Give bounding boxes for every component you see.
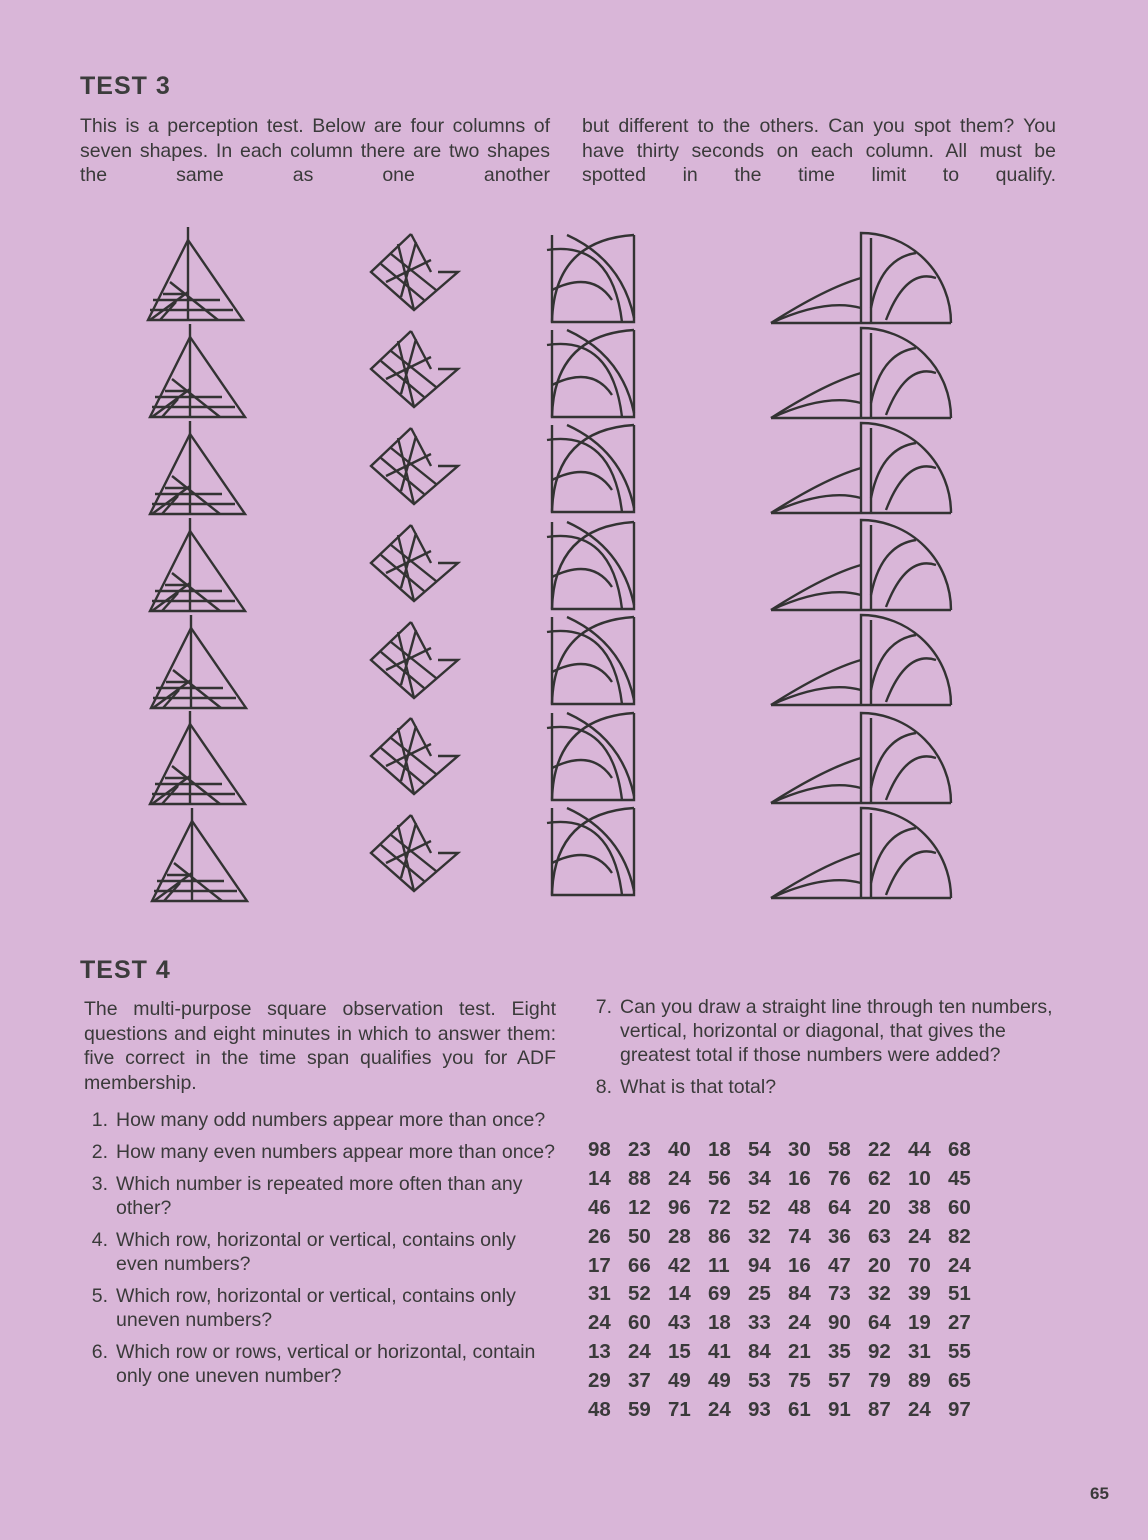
grid-cell: 88 xyxy=(628,1167,651,1191)
grid-cell: 49 xyxy=(708,1368,731,1392)
grid-cell: 13 xyxy=(588,1339,611,1363)
shape-b5 xyxy=(371,622,458,698)
grid-cell: 44 xyxy=(908,1138,931,1162)
question-text: Which number is repeated more often than any other? xyxy=(116,1173,523,1219)
grid-cell: 56 xyxy=(708,1167,731,1191)
shape-b1 xyxy=(371,234,458,310)
number-grid xyxy=(588,1136,988,1424)
grid-cell: 33 xyxy=(748,1311,771,1335)
grid-cell: 48 xyxy=(788,1195,811,1219)
grid-row xyxy=(588,1366,988,1395)
grid-cell: 24 xyxy=(788,1311,811,1335)
grid-cell: 84 xyxy=(788,1282,811,1306)
grid-cell: 91 xyxy=(828,1397,851,1421)
questions-right xyxy=(584,995,1060,1107)
grid-cell: 46 xyxy=(588,1195,611,1219)
grid-cell: 31 xyxy=(908,1339,931,1363)
grid-row xyxy=(588,1222,988,1251)
grid-cell: 63 xyxy=(868,1224,891,1248)
shape-columns xyxy=(0,225,1148,915)
shape-d5 xyxy=(771,615,951,705)
test4-intro: The multi-purpose square observation test. Eight questions and eight minutes in which to answer them: five correct in the time span qualifies you for ADF membership. xyxy=(84,998,556,1094)
grid-cell: 57 xyxy=(828,1368,851,1392)
grid-cell: 21 xyxy=(788,1339,811,1363)
grid-cell: 69 xyxy=(708,1282,731,1306)
grid-cell: 65 xyxy=(948,1368,971,1392)
shape-d7 xyxy=(771,808,951,898)
grid-cell: 29 xyxy=(588,1368,611,1392)
shape-a4 xyxy=(150,518,245,611)
grid-cell: 11 xyxy=(708,1253,730,1277)
grid-cell: 89 xyxy=(908,1368,931,1392)
question-number: 4. xyxy=(91,1229,108,1251)
grid-cell: 58 xyxy=(828,1138,851,1162)
grid-cell: 59 xyxy=(628,1397,651,1421)
grid-cell: 20 xyxy=(868,1253,891,1277)
questions-left xyxy=(80,1108,556,1396)
grid-row xyxy=(588,1395,988,1424)
question-number: 8. xyxy=(595,1076,612,1098)
grid-cell: 14 xyxy=(668,1282,691,1306)
column-1-triangles xyxy=(148,227,247,901)
grid-cell: 60 xyxy=(948,1195,971,1219)
grid-cell: 97 xyxy=(948,1397,971,1421)
grid-cell: 93 xyxy=(748,1397,771,1421)
grid-cell: 25 xyxy=(748,1282,771,1306)
shape-d1 xyxy=(771,233,951,323)
question-number: 6. xyxy=(91,1341,108,1363)
grid-cell: 26 xyxy=(588,1224,611,1248)
grid-cell: 24 xyxy=(668,1167,691,1191)
shape-c5 xyxy=(547,617,634,704)
grid-cell: 16 xyxy=(788,1167,811,1191)
grid-cell: 45 xyxy=(948,1167,971,1191)
grid-cell: 10 xyxy=(908,1167,931,1191)
shape-b2 xyxy=(371,331,458,407)
shape-c3 xyxy=(547,425,634,512)
grid-cell: 16 xyxy=(788,1253,811,1277)
grid-row xyxy=(588,1280,988,1309)
question-number: 2. xyxy=(91,1141,108,1163)
column-4-quarter-fans xyxy=(771,233,951,898)
grid-cell: 96 xyxy=(668,1195,691,1219)
grid-cell: 87 xyxy=(868,1397,891,1421)
grid-cell: 60 xyxy=(628,1311,651,1335)
grid-cell: 24 xyxy=(628,1339,651,1363)
question-text: How many odd numbers appear more than once? xyxy=(116,1109,546,1131)
shape-d6 xyxy=(771,713,951,803)
grid-cell: 30 xyxy=(788,1138,811,1162)
grid-cell: 51 xyxy=(948,1282,971,1306)
question-text: What is that total? xyxy=(620,1076,777,1098)
shape-a5 xyxy=(151,615,246,708)
test4-heading: TEST 4 xyxy=(80,956,171,984)
grid-cell: 98 xyxy=(588,1138,611,1162)
grid-cell: 22 xyxy=(868,1138,891,1162)
question-text: Can you draw a straight line through ten numbers, vertical, horizontal or diagonal, that gives the greatest total if those numbers were added? xyxy=(620,996,1053,1066)
grid-row xyxy=(588,1338,988,1367)
question-item xyxy=(584,1075,1060,1099)
grid-cell: 47 xyxy=(828,1253,851,1277)
grid-row xyxy=(588,1309,988,1338)
grid-cell: 70 xyxy=(908,1253,931,1277)
shape-c1 xyxy=(547,235,634,322)
question-item xyxy=(80,1340,556,1388)
grid-cell: 86 xyxy=(708,1224,731,1248)
shape-b3 xyxy=(371,428,458,504)
grid-cell: 27 xyxy=(948,1311,971,1335)
shape-d4 xyxy=(771,520,951,610)
grid-cell: 92 xyxy=(868,1339,891,1363)
question-item xyxy=(80,1108,556,1132)
question-number: 7. xyxy=(595,996,612,1018)
question-item xyxy=(80,1284,556,1332)
shape-c6 xyxy=(547,713,634,800)
grid-row xyxy=(588,1165,988,1194)
grid-cell: 66 xyxy=(628,1253,651,1277)
grid-cell: 74 xyxy=(788,1224,811,1248)
question-item xyxy=(80,1172,556,1220)
grid-cell: 76 xyxy=(828,1167,851,1191)
grid-cell: 24 xyxy=(908,1224,931,1248)
grid-cell: 71 xyxy=(668,1397,691,1421)
question-number: 3. xyxy=(91,1173,108,1195)
column-2-diamonds xyxy=(371,234,458,891)
grid-cell: 24 xyxy=(588,1311,611,1335)
grid-row xyxy=(588,1136,988,1165)
shape-b7 xyxy=(371,815,458,891)
grid-cell: 68 xyxy=(948,1138,971,1162)
grid-cell: 75 xyxy=(788,1368,811,1392)
question-text: Which row or rows, vertical or horizontal, contain only one uneven number? xyxy=(116,1341,536,1387)
grid-row xyxy=(588,1251,988,1280)
grid-cell: 43 xyxy=(668,1311,691,1335)
question-text: Which row, horizontal or vertical, contains only even numbers? xyxy=(116,1229,516,1275)
grid-cell: 82 xyxy=(948,1224,971,1248)
shape-c7 xyxy=(547,808,634,895)
grid-cell: 73 xyxy=(828,1282,851,1306)
shape-d2 xyxy=(771,328,951,418)
grid-cell: 19 xyxy=(908,1311,931,1335)
grid-cell: 18 xyxy=(708,1311,731,1335)
shape-b4 xyxy=(371,525,458,601)
grid-cell: 52 xyxy=(628,1282,651,1306)
column-3-arc-squares xyxy=(547,235,634,895)
shape-b6 xyxy=(371,718,458,794)
grid-cell: 79 xyxy=(868,1368,891,1392)
grid-cell: 50 xyxy=(628,1224,651,1248)
grid-cell: 20 xyxy=(868,1195,891,1219)
grid-cell: 34 xyxy=(748,1167,771,1191)
question-item xyxy=(80,1140,556,1164)
grid-cell: 15 xyxy=(668,1339,691,1363)
shape-a1 xyxy=(148,227,243,320)
grid-cell: 18 xyxy=(708,1138,731,1162)
grid-cell: 49 xyxy=(668,1368,691,1392)
grid-row xyxy=(588,1194,988,1223)
grid-cell: 41 xyxy=(708,1339,731,1363)
question-text: Which row, horizontal or vertical, contains only uneven numbers? xyxy=(116,1285,516,1331)
shape-c2 xyxy=(547,330,634,417)
grid-cell: 42 xyxy=(668,1253,691,1277)
grid-cell: 61 xyxy=(788,1397,811,1421)
test3-intro-right: but different to the others. Can you spot them? You have thirty seconds on each column. All must be spotted in the time limit to qualify. xyxy=(582,115,1056,186)
grid-cell: 28 xyxy=(668,1224,691,1248)
grid-cell: 64 xyxy=(868,1311,891,1335)
grid-cell: 17 xyxy=(588,1253,611,1277)
question-item xyxy=(584,995,1060,1067)
shape-a6 xyxy=(150,711,245,804)
grid-cell: 24 xyxy=(948,1253,971,1277)
question-item xyxy=(80,1228,556,1276)
grid-cell: 40 xyxy=(668,1138,691,1162)
question-number: 5. xyxy=(91,1285,108,1307)
grid-cell: 94 xyxy=(748,1253,771,1277)
grid-cell: 72 xyxy=(708,1195,731,1219)
grid-cell: 64 xyxy=(828,1195,851,1219)
shape-d3 xyxy=(771,423,951,513)
page-number: 65 xyxy=(1090,1484,1109,1503)
grid-cell: 39 xyxy=(908,1282,931,1306)
grid-cell: 36 xyxy=(828,1224,851,1248)
grid-cell: 48 xyxy=(588,1397,611,1421)
shape-a7 xyxy=(152,808,247,901)
question-number: 1. xyxy=(91,1109,108,1131)
shape-c4 xyxy=(547,522,634,609)
grid-cell: 54 xyxy=(748,1138,771,1162)
grid-cell: 90 xyxy=(828,1311,851,1335)
shape-a3 xyxy=(150,421,245,514)
grid-cell: 12 xyxy=(628,1195,651,1219)
grid-cell: 62 xyxy=(868,1167,891,1191)
test3-heading: TEST 3 xyxy=(80,72,171,100)
grid-cell: 38 xyxy=(908,1195,931,1219)
grid-cell: 24 xyxy=(708,1397,731,1421)
question-text: How many even numbers appear more than once? xyxy=(116,1141,555,1163)
test3-intro-left: This is a perception test. Below are four columns of seven shapes. In each column there are two shapes the same as one another xyxy=(80,115,550,186)
grid-cell: 55 xyxy=(948,1339,971,1363)
grid-cell: 14 xyxy=(588,1167,611,1191)
grid-cell: 37 xyxy=(628,1368,651,1392)
grid-cell: 53 xyxy=(748,1368,771,1392)
grid-cell: 32 xyxy=(868,1282,891,1306)
grid-cell: 23 xyxy=(628,1138,651,1162)
grid-cell: 24 xyxy=(908,1397,931,1421)
grid-cell: 84 xyxy=(748,1339,771,1363)
grid-cell: 35 xyxy=(828,1339,851,1363)
grid-cell: 52 xyxy=(748,1195,771,1219)
shape-a2 xyxy=(150,324,245,417)
grid-cell: 32 xyxy=(748,1224,771,1248)
grid-cell: 31 xyxy=(588,1282,611,1306)
